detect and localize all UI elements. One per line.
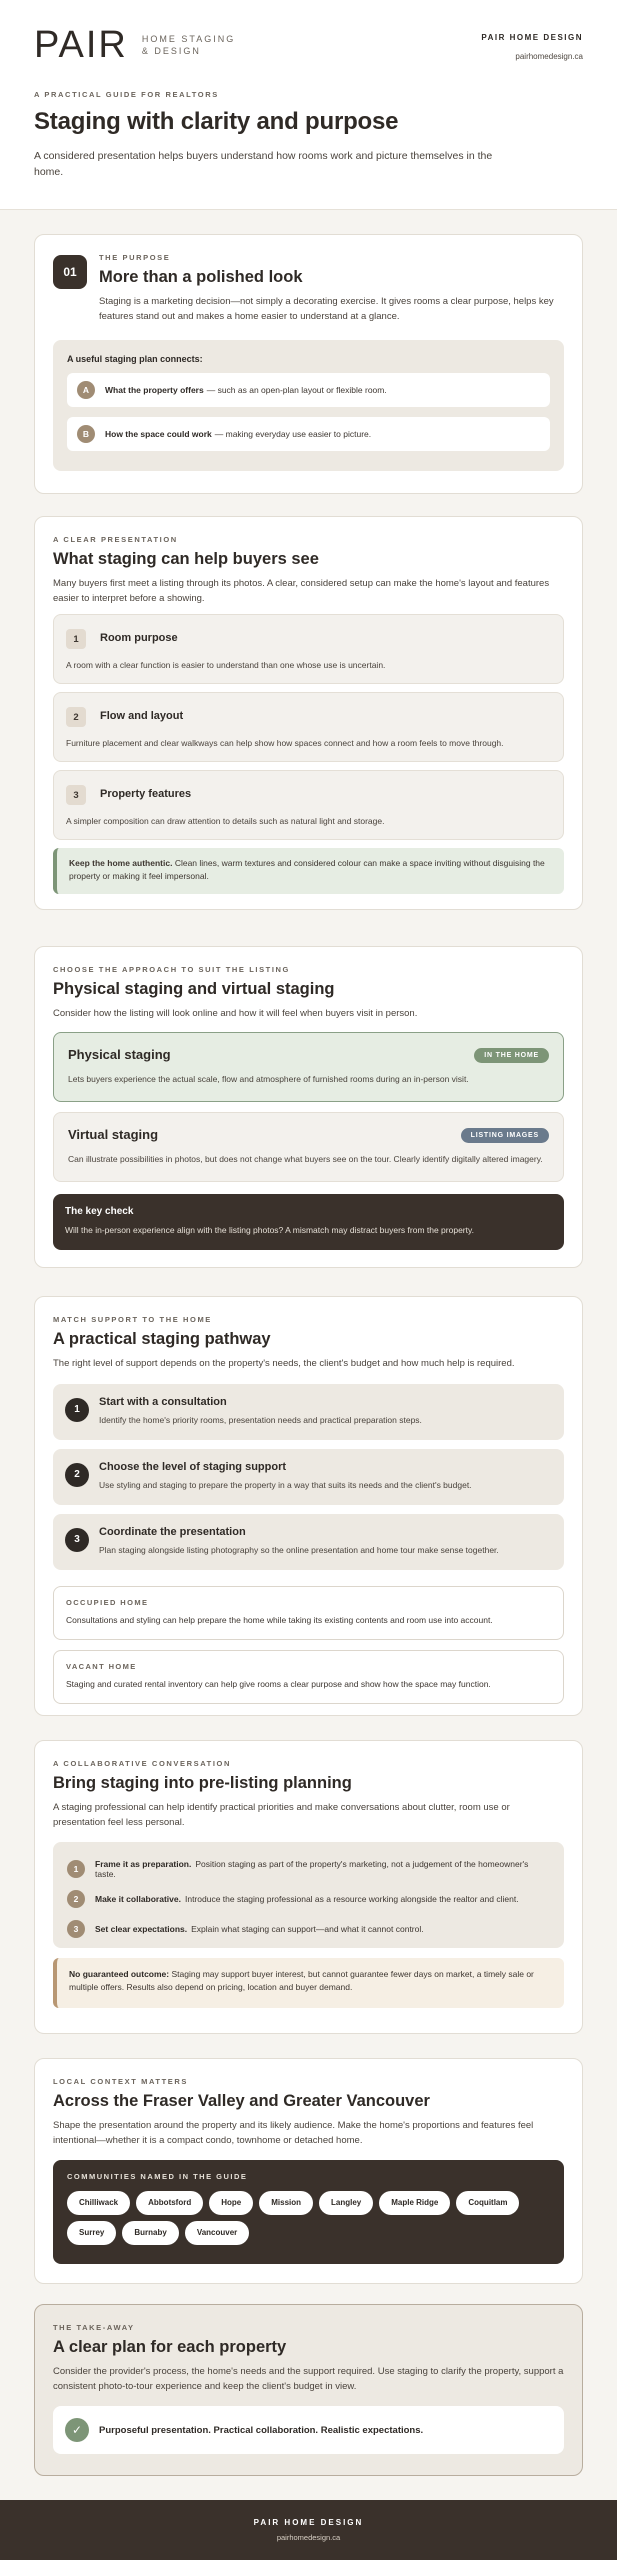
section-title: Physical staging and virtual staging xyxy=(53,980,335,998)
section-eyebrow: A CLEAR PRESENTATION xyxy=(53,535,178,544)
logo-subtitle xyxy=(142,33,235,57)
feature-number: 2 xyxy=(66,707,86,727)
note-text: Staging may support buyer interest, but cannot guarantee fewer days on market, a timely sale or multiple offers. Results also depend on pricing, location and buyer demand. xyxy=(69,1969,534,1992)
section-title: A clear plan for each property xyxy=(53,2338,287,2356)
local-context-card xyxy=(34,2058,583,2284)
no-guarantee-note xyxy=(53,1958,564,2008)
planning-list xyxy=(53,1842,564,1948)
option-desc: Lets buyers experience the actual scale, flow and atmosphere of furnished rooms during an in-person visit. xyxy=(68,1073,469,1084)
feature-item xyxy=(53,614,564,684)
feature-desc: Furniture placement and clear walkways can help show how spaces connect and how a room feels to move through. xyxy=(66,738,504,748)
pre-listing-card xyxy=(34,1740,583,2034)
item-number: 3 xyxy=(67,1920,85,1938)
vacant-home-box xyxy=(53,1650,564,1704)
affirmation-text: Purposeful presentation. Practical collaboration. Realistic expectations. xyxy=(99,2424,424,2436)
section-eyebrow: THE PURPOSE xyxy=(99,253,171,262)
feature-number: 3 xyxy=(66,785,86,805)
item-text: — making everyday use easier to picture. xyxy=(214,429,372,439)
item-text: Introduce the staging professional as a resource working alongside the realtor and client. xyxy=(184,1894,519,1904)
feature-item xyxy=(53,770,564,840)
item-bold: Make it collaborative. xyxy=(95,1894,181,1904)
list-item xyxy=(67,373,550,407)
hero-eyebrow: A PRACTICAL GUIDE FOR REALTORS xyxy=(34,90,219,99)
key-check-text: Will the in-person experience align with the listing photos? A mismatch may distract buyers from the property. xyxy=(65,1224,474,1235)
header-website-link[interactable]: pairhomedesign.ca xyxy=(515,52,583,61)
option-title: Physical staging xyxy=(68,1046,171,1062)
pathway-step xyxy=(53,1384,564,1440)
communities-title: COMMUNITIES NAMED IN THE GUIDE xyxy=(67,2172,248,2181)
list-item xyxy=(67,1854,550,1884)
logo-sub-line1: HOME STAGING xyxy=(141,34,236,44)
section-title: What staging can help buyers see xyxy=(53,550,319,568)
staging-plan-box xyxy=(53,340,564,471)
affirmation-box xyxy=(53,2406,564,2454)
feature-title: Room purpose xyxy=(100,632,178,644)
hero-lead: A considered presentation helps buyers understand how rooms work and picture themselves in the home. xyxy=(34,150,493,178)
item-bold: Frame it as preparation. xyxy=(95,1859,192,1869)
step-number: 1 xyxy=(65,1398,89,1422)
feature-title: Flow and layout xyxy=(100,710,184,722)
feature-title: Property features xyxy=(100,788,192,800)
check-icon: ✓ xyxy=(65,2418,89,2442)
list-item xyxy=(67,417,550,451)
community-chip: Surrey xyxy=(67,2221,116,2245)
item-number: 2 xyxy=(67,1890,85,1908)
section-lead: Staging is a marketing decision—not simply a decorating exercise. It gives rooms a clear purpose, helps key features stand out and makes a home easier to understand at a glance. xyxy=(99,296,554,322)
community-chip: Chilliwack xyxy=(67,2191,130,2215)
item-text: Position staging as part of the property's marketing, not a judgement of the homeowner's taste. xyxy=(95,1859,529,1879)
key-check-box xyxy=(53,1194,564,1250)
step-title: Start with a consultation xyxy=(99,1395,227,1408)
note-bold: Keep the home authentic. xyxy=(69,858,173,868)
staging-plan-title: A useful staging plan connects: xyxy=(67,354,203,364)
page-footer xyxy=(0,2500,617,2560)
section-eyebrow: A COLLABORATIVE CONVERSATION xyxy=(53,1759,231,1768)
community-chip: Abbotsford xyxy=(136,2191,203,2215)
section-title: Bring staging into pre-listing planning xyxy=(53,1774,352,1792)
item-text: — such as an open-plan layout or flexible room. xyxy=(206,385,387,395)
footer-website-link[interactable]: pairhomedesign.ca xyxy=(276,2533,341,2542)
option-desc: Can illustrate possibilities in photos, but does not change what buyers see on the tour. Clearly identify digitally altered imagery. xyxy=(68,1153,543,1164)
section-lead: Consider how the listing will look online and how it will feel when buyers visit in person. xyxy=(53,1008,418,1019)
takeaway-card xyxy=(34,2304,583,2476)
header-company-name: PAIR HOME DESIGN xyxy=(481,33,583,42)
step-desc: Use styling and staging to prepare the property in a way that suits its needs and the client's budget. xyxy=(99,1479,472,1490)
community-chip: Langley xyxy=(319,2191,373,2215)
letter-badge: B xyxy=(77,425,95,443)
step-number: 2 xyxy=(65,1463,89,1487)
section-lead: A staging professional can help identify practical priorities and make conversations about clutter, room use or presentation feel less personal. xyxy=(53,1802,510,1828)
physical-staging-option xyxy=(53,1032,564,1102)
community-chip: Maple Ridge xyxy=(379,2191,450,2215)
feature-desc: A simpler composition can draw attention to details such as natural light and storage. xyxy=(66,816,385,826)
communities-box xyxy=(53,2160,564,2264)
staging-approach-card xyxy=(34,946,583,1268)
pathway-step xyxy=(53,1449,564,1505)
section-number-badge: 01 xyxy=(53,255,87,289)
letter-badge: A xyxy=(77,381,95,399)
page-header xyxy=(0,0,617,210)
purpose-card xyxy=(34,234,583,494)
community-chip: Mission xyxy=(259,2191,313,2215)
option-title: Virtual staging xyxy=(68,1126,159,1142)
option-tag: IN THE HOME xyxy=(474,1048,549,1063)
step-number: 3 xyxy=(65,1528,89,1552)
item-bold: Set clear expectations. xyxy=(95,1924,188,1934)
option-tag: LISTING IMAGES xyxy=(461,1128,549,1143)
step-desc: Plan staging alongside listing photography so the online presentation and home tour make sense together. xyxy=(99,1544,499,1555)
item-text: Explain what staging can support—and what it cannot control. xyxy=(191,1924,424,1934)
home-type-title: OCCUPIED HOME xyxy=(66,1597,149,1607)
feature-desc: A room with a clear function is easier to understand than one whose use is uncertain. xyxy=(66,660,386,670)
feature-number: 1 xyxy=(66,629,86,649)
community-chip: Coquitlam xyxy=(456,2191,519,2215)
section-eyebrow: LOCAL CONTEXT MATTERS xyxy=(53,2077,188,2086)
section-eyebrow: CHOOSE THE APPROACH TO SUIT THE LISTING xyxy=(53,965,290,974)
section-title: A practical staging pathway xyxy=(53,1330,271,1348)
home-type-desc: Staging and curated rental inventory can help give rooms a clear purpose and show how the space may function. xyxy=(66,1678,491,1689)
item-number: 1 xyxy=(67,1860,85,1878)
step-title: Choose the level of staging support xyxy=(99,1460,287,1473)
section-eyebrow: MATCH SUPPORT TO THE HOME xyxy=(53,1315,212,1324)
section-lead: Shape the presentation around the property and its likely audience. Make the home's proportions and features feel intentional—whether it is a compact condo, townhome or detached home. xyxy=(53,2120,534,2146)
item-bold: What the property offers xyxy=(105,385,204,395)
occupied-home-box xyxy=(53,1586,564,1640)
community-chips xyxy=(67,2191,550,2251)
community-chip: Vancouver xyxy=(185,2221,249,2245)
key-check-title: The key check xyxy=(65,1205,134,1217)
section-title: More than a polished look xyxy=(99,268,303,286)
step-desc: Identify the home's priority rooms, presentation needs and practical preparation steps. xyxy=(99,1414,422,1425)
header-contact xyxy=(481,33,583,61)
note-bold: No guaranteed outcome: xyxy=(69,1969,170,1979)
item-bold: How the space could work xyxy=(105,429,212,439)
pathway-step xyxy=(53,1514,564,1570)
step-title: Coordinate the presentation xyxy=(99,1525,246,1538)
list-item xyxy=(67,1884,550,1914)
list-item xyxy=(67,1914,550,1944)
community-chip: Hope xyxy=(209,2191,253,2215)
section-lead: Consider the provider's process, the home's needs and the support required. Use staging to clarify the property, support a consistent photo-to-tour experience and keep the client's budget in view. xyxy=(53,2366,564,2392)
virtual-staging-option xyxy=(53,1112,564,1182)
home-type-desc: Consultations and styling can help prepare the home while taking its existing contents and room use into account. xyxy=(66,1614,493,1625)
community-chip: Burnaby xyxy=(122,2221,178,2245)
footer-company-name: PAIR HOME DESIGN xyxy=(253,2518,364,2527)
section-title: Across the Fraser Valley and Greater Vancouver xyxy=(53,2092,430,2110)
note-text: Clean lines, warm textures and considered colour can make a space inviting without disguising the property or making it feel impersonal. xyxy=(69,858,545,881)
authentic-note xyxy=(53,848,564,894)
clear-presentation-card xyxy=(34,516,583,910)
section-lead: The right level of support depends on the property's needs, the client's budget and how much help is required. xyxy=(53,1358,515,1369)
section-eyebrow: THE TAKE-AWAY xyxy=(53,2323,135,2332)
section-lead: Many buyers first meet a listing through its photos. A clear, considered setup can make the home's layout and features easier to interpret before a showing. xyxy=(53,578,550,604)
staging-pathway-card xyxy=(34,1296,583,1716)
logo-wordmark: PAIR xyxy=(34,24,128,66)
logo-sub-line2: & DESIGN xyxy=(141,46,201,56)
feature-item xyxy=(53,692,564,762)
page-title: Staging with clarity and purpose xyxy=(34,108,399,135)
home-type-title: VACANT HOME xyxy=(66,1661,137,1671)
